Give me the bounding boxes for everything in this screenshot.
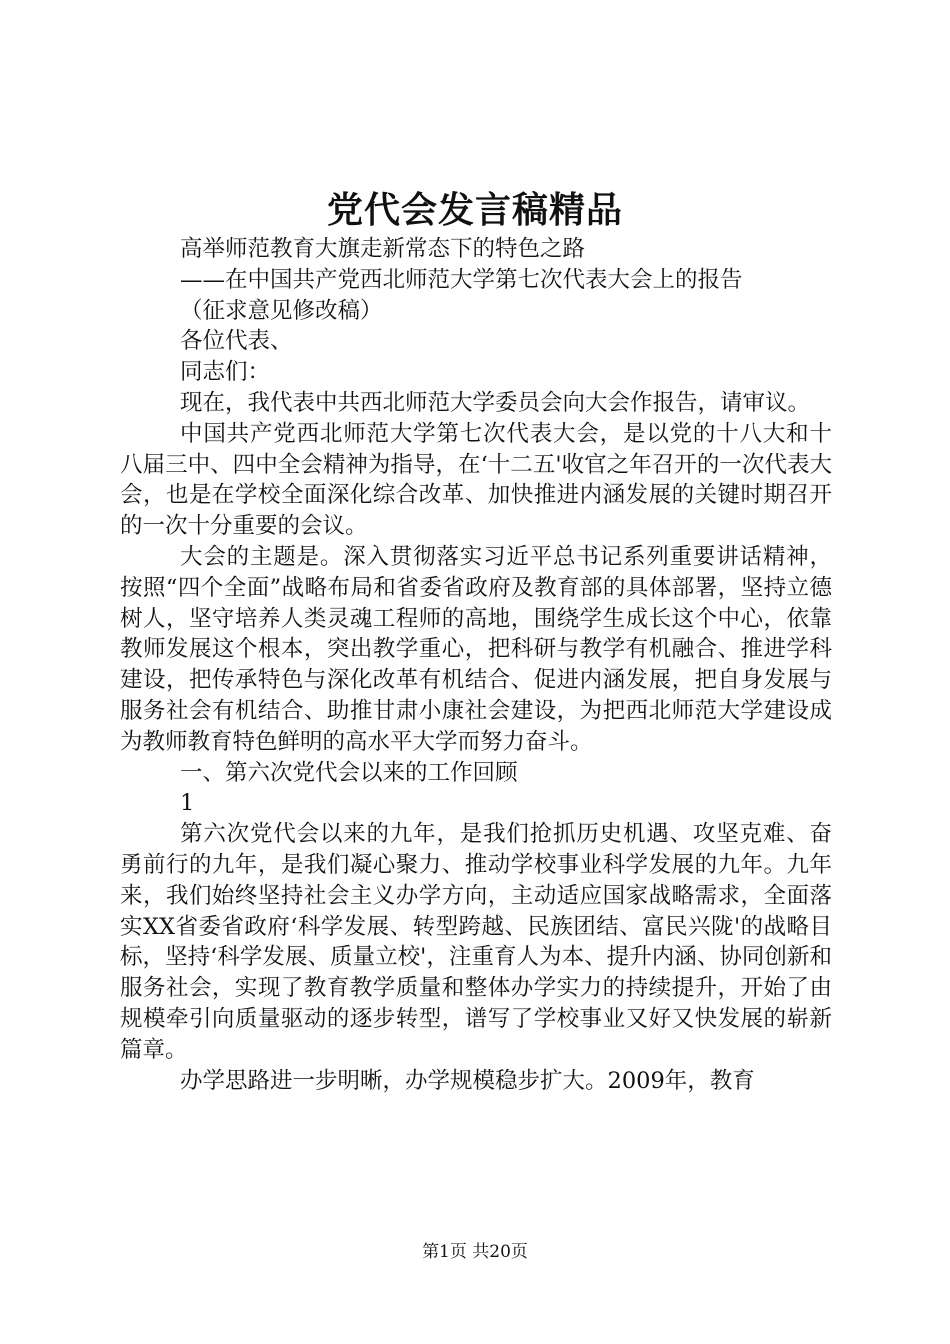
draft-note: （征求意见修改稿）	[180, 297, 383, 324]
paragraph: 第六次党代会以来的九年，是我们抢抓历史机遇、攻坚克难、奋勇前行的九年，是我们凝心聚力、推动学校事业科学发展的九年。九年来，我们始终坚持社会主义办学方向，主动适应国家战略需求，全面落实XX省委省政府‘科学发展、转型跨越、民族团结、富民兴陇'的战略目标，坚持‘科学发展、质量立校'，注重育人为本、提升内涵、协同创新和服务社会，实现了教育教学质量和整体办学实力的持续提升，开始了由规模牵引向质量驱动的逐步转型，谱写了学校事业又好又快发展的崭新篇章。	[120, 821, 832, 1063]
document-title: 党代会发言稿精品	[326, 189, 623, 231]
section-number: 1	[180, 790, 195, 817]
section-heading: 一、第六次党代会以来的工作回顾	[180, 759, 518, 786]
paragraph: 现在，我代表中共西北师范大学委员会向大会作报告，请审议。	[180, 389, 811, 416]
paragraph: 大会的主题是。深入贯彻落实习近平总书记系列重要讲话精神，按照“四个全面”战略布局和省委省政府及教育部的具体部署，坚持立德树人，坚守培养人类灵魂工程师的高地，围绕学生成长这个中心，依靠教师发展这个根本，突出教学重心，把科研与教学有机融合、推进学科建设，把传承特色与深化改革有机结合、促进内涵发展，把自身发展与服务社会有机结合、助推甘肃小康社会建设，为把西北师范大学建设成为教师教育特色鲜明的高水平大学而努力奋斗。	[120, 543, 832, 755]
report-line: ——在中国共产党西北师范大学第七次代表大会上的报告	[180, 266, 743, 293]
salutation-comrades: 同志们：	[180, 359, 271, 386]
paragraph: 办学思路进一步明晰，办学规模稳步扩大。2009年，教育	[180, 1067, 755, 1094]
subtitle: 高举师范教育大旗走新常态下的特色之路	[180, 236, 586, 262]
document-body	[120, 234, 832, 1096]
page-indicator: 第1页 共20页	[422, 1242, 528, 1262]
salutation-delegates: 各位代表、	[180, 328, 293, 355]
paragraph: 中国共产党西北师范大学第七次代表大会，是以党的十八大和十八届三中、四中全会精神为指导，在‘十二五'收官之年召开的一次代表大会，也是在学校全面深化综合改革、加快推进内涵发展的关键时期召开的一次十分重要的会议。	[120, 420, 832, 540]
